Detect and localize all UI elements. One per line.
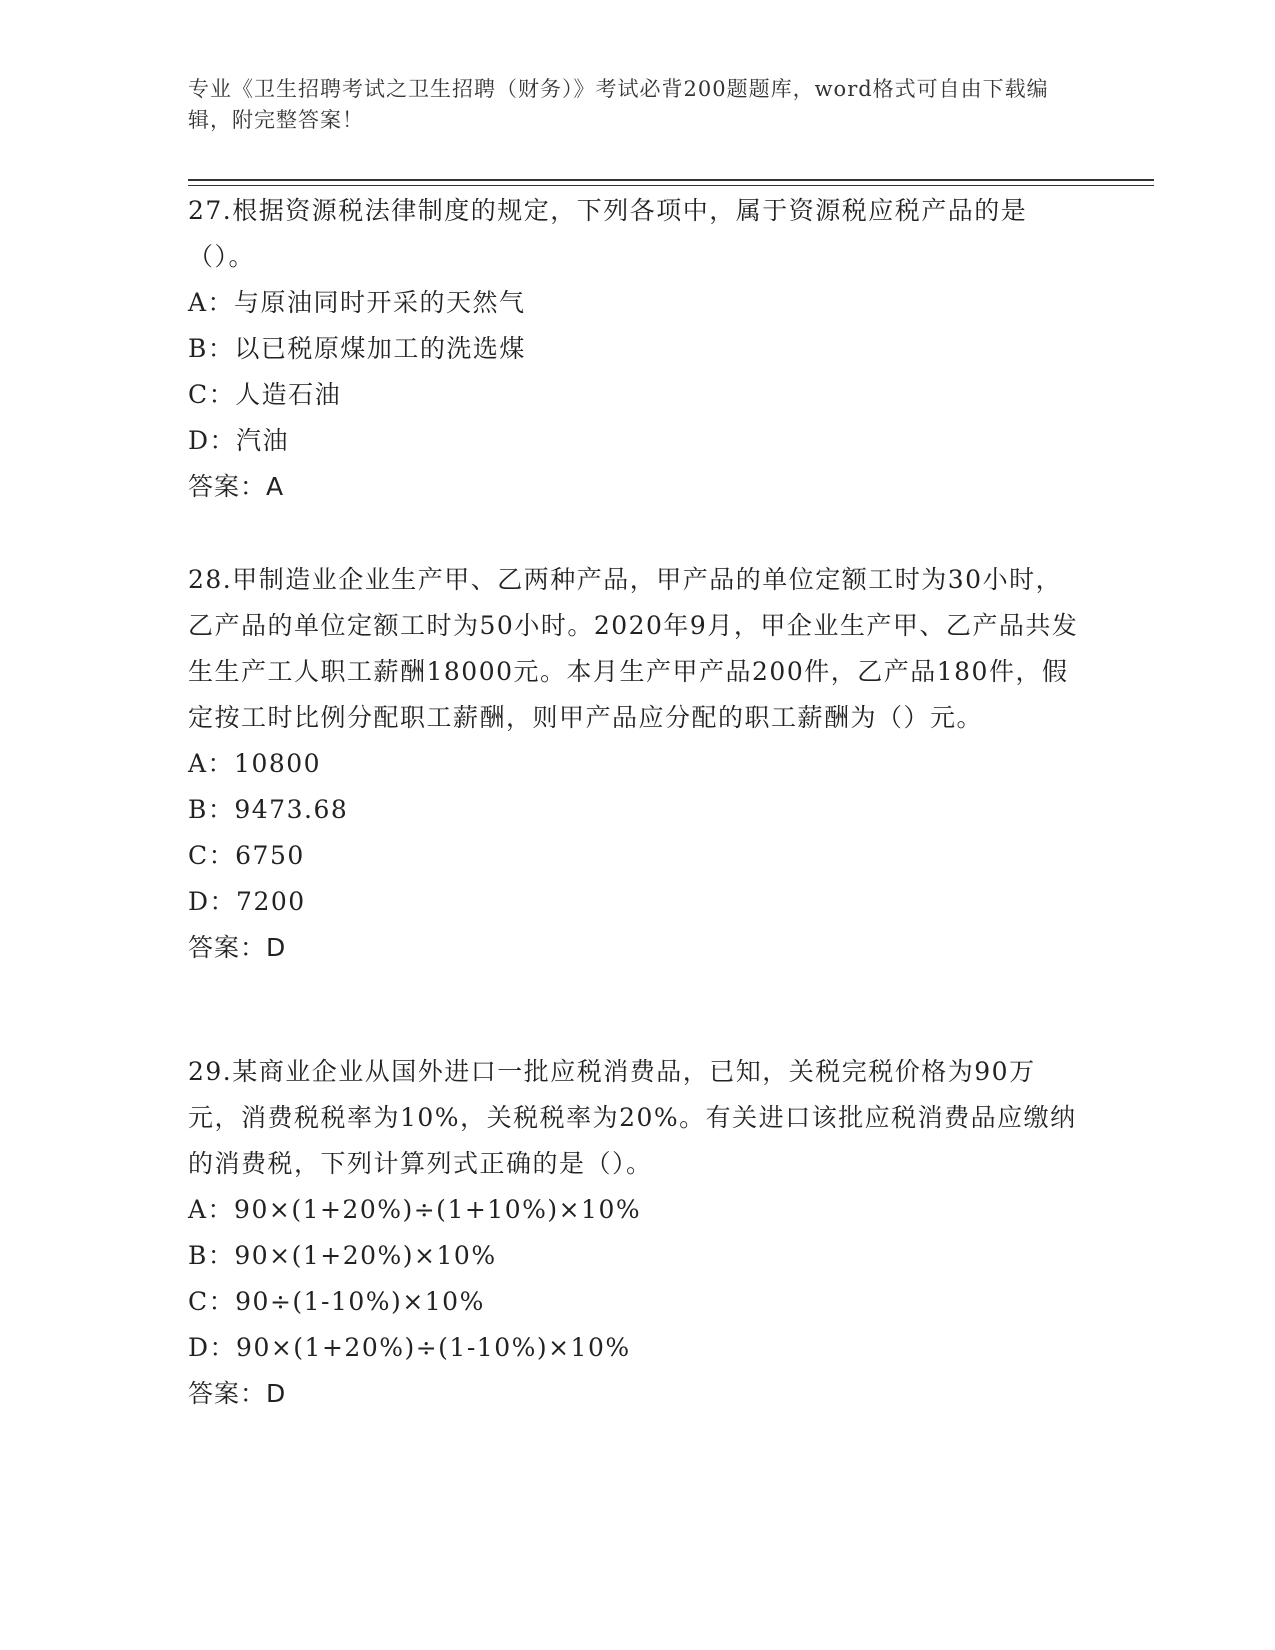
document-header: 专业《卫生招聘考试之卫生招聘（财务）》考试必背200题题库，word格式可自由下载编辑，附完整答案！ [188,77,1049,132]
option-a: A：90×(1+20%)÷(1+10%)×10% [188,1195,642,1224]
option-b: B：90×(1+20%)×10% [188,1241,497,1270]
answer: 答案：A [188,472,285,501]
option-b: B：9473.68 [188,795,349,824]
header-divider-thick [188,179,1154,181]
question-27 [188,188,1088,510]
question-stem: 28.甲制造业企业生产甲、乙两种产品，甲产品的单位定额工时为30小时，乙产品的单位定额工时为50小时。2020年9月，甲企业生产甲、乙产品共发生生产工人职工薪酬18000元。本月生产甲产品200件，乙产品180件，假定按工时比例分配职工薪酬，则甲产品应分配的职工薪酬为（）元。 [188,565,1079,732]
question-28 [188,557,1088,971]
option-c: C：6750 [188,841,305,870]
option-d: D：7200 [188,887,306,916]
header-divider-thin [188,185,1154,186]
answer: 答案：D [188,1379,287,1408]
option-a: A：10800 [188,749,322,778]
question-stem: 27.根据资源税法律制度的规定，下列各项中，属于资源税应税产品的是（）。 [188,196,1028,271]
option-b: B：以已税原煤加工的洗选煤 [188,334,526,363]
option-d: D：90×(1+20%)÷(1-10%)×10% [188,1333,631,1362]
question-stem: 29.某商业企业从国外进口一批应税消费品，已知，关税完税价格为90万元，消费税税率为10%，关税税率为20%。有关进口该批应税消费品应缴纳的消费税，下列计算列式正确的是（）。 [188,1057,1077,1178]
answer: 答案：D [188,933,287,962]
question-29 [188,1049,1088,1417]
option-d: D：汽油 [188,426,290,455]
option-c: C：人造石油 [188,380,342,409]
option-c: C：90÷(1-10%)×10% [188,1287,485,1316]
option-a: A：与原油同时开采的天然气 [188,288,526,317]
